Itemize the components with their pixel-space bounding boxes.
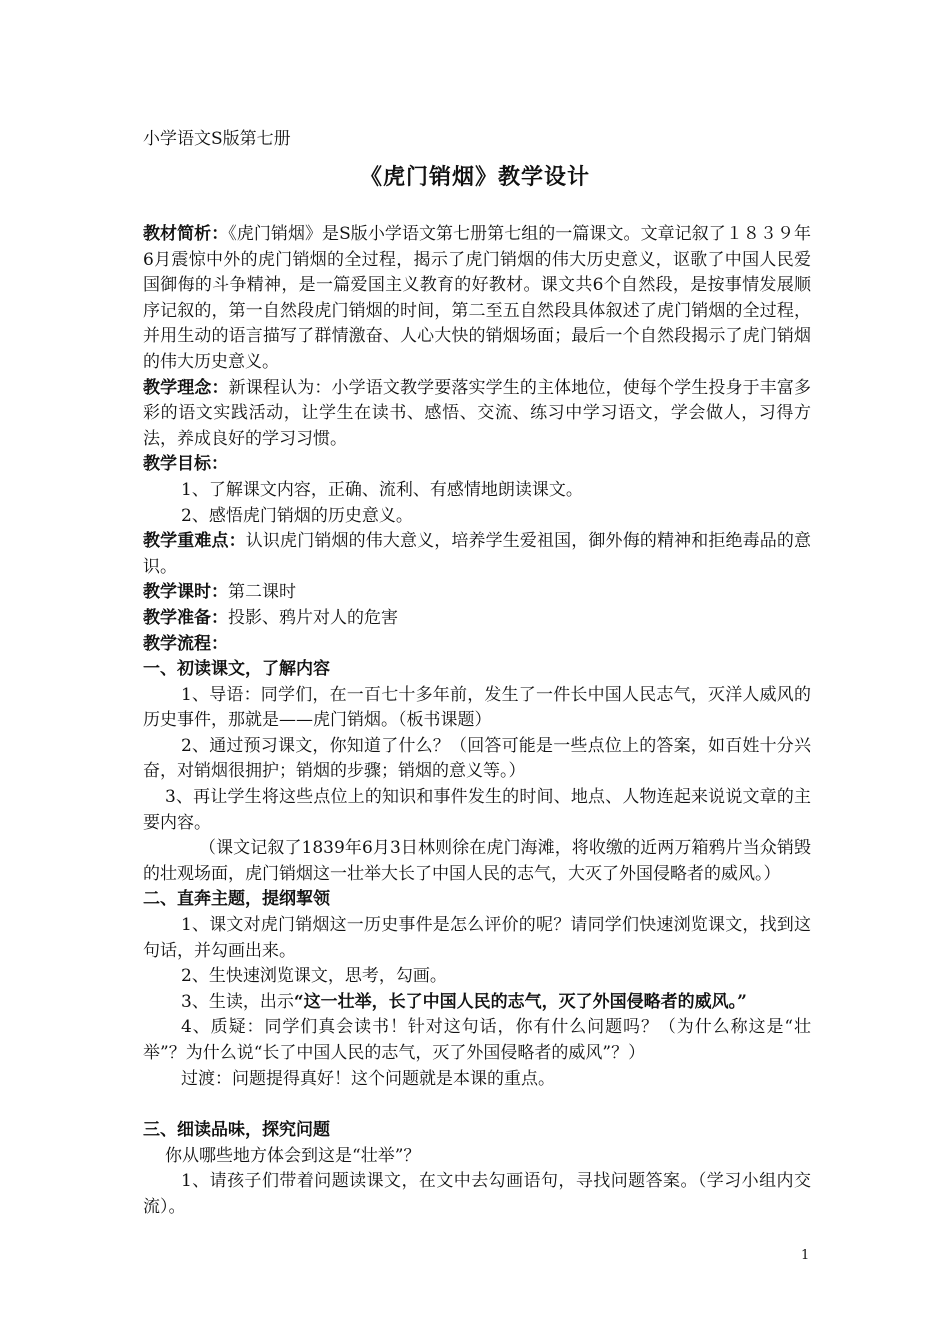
- section2-p3-quote: “这一壮举，长了中国人民的志气，灭了外国侵略者的威风。”: [293, 991, 747, 1012]
- section1-paragraph-1: 1、导语：同学们，在一百七十多年前，发生了一件长中国人民志气，灭洋人威风的历史事件，那就是——虎门销烟。（板书课题）: [143, 684, 811, 731]
- difficulty-label: 教学重难点：: [143, 531, 246, 552]
- prep-paragraph: [143, 606, 811, 632]
- document-body: [143, 222, 811, 1221]
- section2-paragraph-4: 4、质疑：同学们真会读书！针对这句话，你有什么问题吗？（为什么称这是“壮举”？为什么说“长了中国人民的志气，灭了外国侵略者的威风”？）: [143, 1017, 811, 1063]
- prep-text: 投影、鸦片对人的危害: [228, 607, 398, 628]
- concept-text: 新课程认为：小学语文教学要落实学生的主体地位，使每个学生投身于丰富多彩的语文实践活动，让学生在读书、感悟、交流、练习中学习语文，学会做人，习得方法，养成良好的学习习惯。: [143, 377, 812, 449]
- period-text: 第二课时: [228, 582, 296, 603]
- process-label: 教学流程：: [143, 633, 228, 654]
- section2-p3-prefix: 3、生读，出示: [181, 991, 294, 1012]
- material-paragraph: [143, 222, 811, 376]
- section2-heading: 二、直奔主题，提纲挈领: [143, 889, 330, 910]
- difficulty-text: 认识虎门销烟的伟大意义，培养学生爱祖国，御外侮的精神和拒绝毒品的意识。: [143, 531, 812, 577]
- section3-paragraph-2: 1、请孩子们带着问题读课文，在文中去勾画语句，寻找问题答案。（学习小组内交流）。: [143, 1171, 811, 1217]
- goal-item-2: 2、感悟虎门销烟的历史意义。: [181, 505, 413, 526]
- blank-line: [143, 1092, 811, 1118]
- section2-paragraph-1: 1、课文对虎门销烟这一历史事件是怎么评价的呢？请同学们快速浏览课文，找到这句话，并勾画出来。: [143, 915, 811, 961]
- page-number: 1: [801, 1248, 810, 1263]
- concept-paragraph: [143, 376, 811, 453]
- period-label: 教学课时：: [143, 582, 228, 603]
- section2-paragraph-5: 过渡：问题提得真好！这个问题就是本课的重点。: [181, 1068, 555, 1089]
- section1-heading: 一、初读课文，了解内容: [143, 659, 330, 680]
- difficulty-paragraph: [143, 529, 811, 580]
- page-header: 小学语文S版第七册: [143, 129, 291, 149]
- section1-paragraph-4: （课文记叙了1839年6月3日林则徐在虎门海滩，将收缴的近两万箱鸦片当众销毁的壮观场面，虎门销烟这一壮举大长了中国人民的志气，大灭了外国侵略者的威风。）: [143, 838, 811, 884]
- period-paragraph: [143, 580, 811, 606]
- section2-paragraph-3: [143, 990, 811, 1016]
- goals-label: 教学目标：: [143, 454, 228, 475]
- section3-paragraph-1: 你从哪些地方体会到这是“壮举”？: [165, 1145, 421, 1166]
- goal-item-1: 1、了解课文内容，正确、流利、有感情地朗读课文。: [181, 479, 583, 500]
- section2-paragraph-2: 2、生快速浏览课文，思考，勾画。: [181, 966, 447, 987]
- material-label: 教材简析：: [143, 224, 229, 244]
- prep-label: 教学准备：: [143, 607, 228, 628]
- document-title: 《虎门销烟》教学设计: [359, 164, 590, 190]
- section1-paragraph-2: 2、通过预习课文，你知道了什么？（回答可能是一些点位上的答案，如百姓十分兴奋，对销烟很拥护；销烟的步骤；销烟的意义等。）: [143, 735, 811, 782]
- section3-heading: 三、细读品味，探究问题: [143, 1120, 330, 1141]
- concept-label: 教学理念：: [143, 377, 229, 398]
- section1-paragraph-3: 3、再让学生将这些点位上的知识和事件发生的时间、地点、人物连起来说说文章的主要内容。: [143, 787, 811, 833]
- material-text: 《虎门销烟》是S版小学语文第七册第七组的一篇课文。文章记叙了１８３９年6月震惊中外的虎门销烟的全过程，揭示了虎门销烟的伟大历史意义，讴歌了中国人民爱国御侮的斗争精神，是一篇爱国主义教育的好教材。课文共6个自然段，是按事情发展顺序记叙的，第一自然段虎门销烟的时间，第二至五自然段具体叙述了虎门销烟的全过程，并用生动的语言描写了群情激奋、人心大快的销烟场面；最后一个自然段揭示了虎门销烟的伟大历史意义。: [143, 224, 812, 372]
